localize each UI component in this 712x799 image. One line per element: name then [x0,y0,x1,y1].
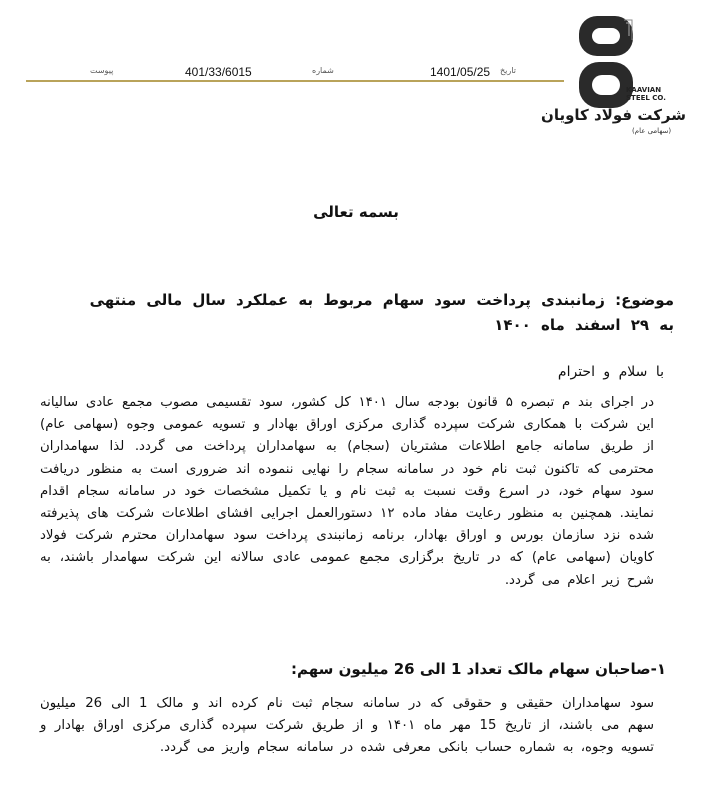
greeting: با سلام و احترام [557,364,664,380]
header-divider [26,80,564,82]
company-logo [541,14,690,139]
date-value: 1401/05/25 [430,65,491,79]
section-heading: ۱-صاحبان سهام مالک تعداد 1 الی 26 میلیون سهم: [290,660,666,678]
bismillah-heading: بسمه تعالی [313,203,399,221]
section-paragraph: سود سهامداران حقیقی و حقوقی که در سامانه سجام ثبت نام کرده اند و مالک 1 الی 26 میلیون سهم می باشند، از تاریخ 15 مهر ماه ۱۴۰۱ و از طریق شرکت سپرده گذاری مرکزی اوراق بهادار و تسویه وجوه، به شماره حساب بانکی معرفی شده در سامانه سجام واریز می گردد. [40,696,654,755]
number-value: 401/33/6015 [185,65,252,79]
attachment-label: پیوست [90,66,114,75]
logo-latin-text: KAAVIAN STEEL CO. [626,86,666,102]
number-label: شماره [312,66,334,75]
body-paragraph: در اجرای بند م تبصره ۵ قانون بودجه سال ۱۴۰۱ کل کشور، سود تقسیمی مصوب مجمع عادی سالیانه این شرکت با همکاری شرکت سپرده گذاری مرکزی اوراق بهادار و تسویه عمومی وجوه (سهامی عام) از طریق سامانه جامع اطلاعات مشتریان (سجام) به سهامداران پرداخت می گردد. لذا سهامداران محترمی که تاکنون ثبت نام خود در سامانه سجام را نهایی ننموده اند ضروری است به منظور دریافت سود سهام خود، در اسرع وقت نسبت به ثبت نام و یا تکمیل مشخصات خود در سامانه سجام اقدام نمایند. همچنین به منظور رعایت مفاد ماده ۱۲ دستورالعمل اجرایی افشای اطلاعات شرکت های پذیرفته شده نزد سازمان بورس و اوراق بهادار، برنامه زمانبندی پرداخت سود سهامداران محترم شرکت فولاد کاویان (سهامی عام) که در تاریخ برگزاری مجمع عمومی عادی سالانه این شرکت سهامدار باشند، به شرح زیر اعلام می گردد. [40,395,654,588]
letter-subject: موضوع: زمانبندی پرداخت سود سهام مربوط به عملکرد سال مالی منتهی به ۲۹ اسفند ماه ۱۴۰۰ [89,291,674,334]
company-name: شرکت فولاد کاویان [541,106,686,124]
company-subtitle: (سهامی عام) [632,127,672,135]
date-label: تاریخ [500,66,516,75]
